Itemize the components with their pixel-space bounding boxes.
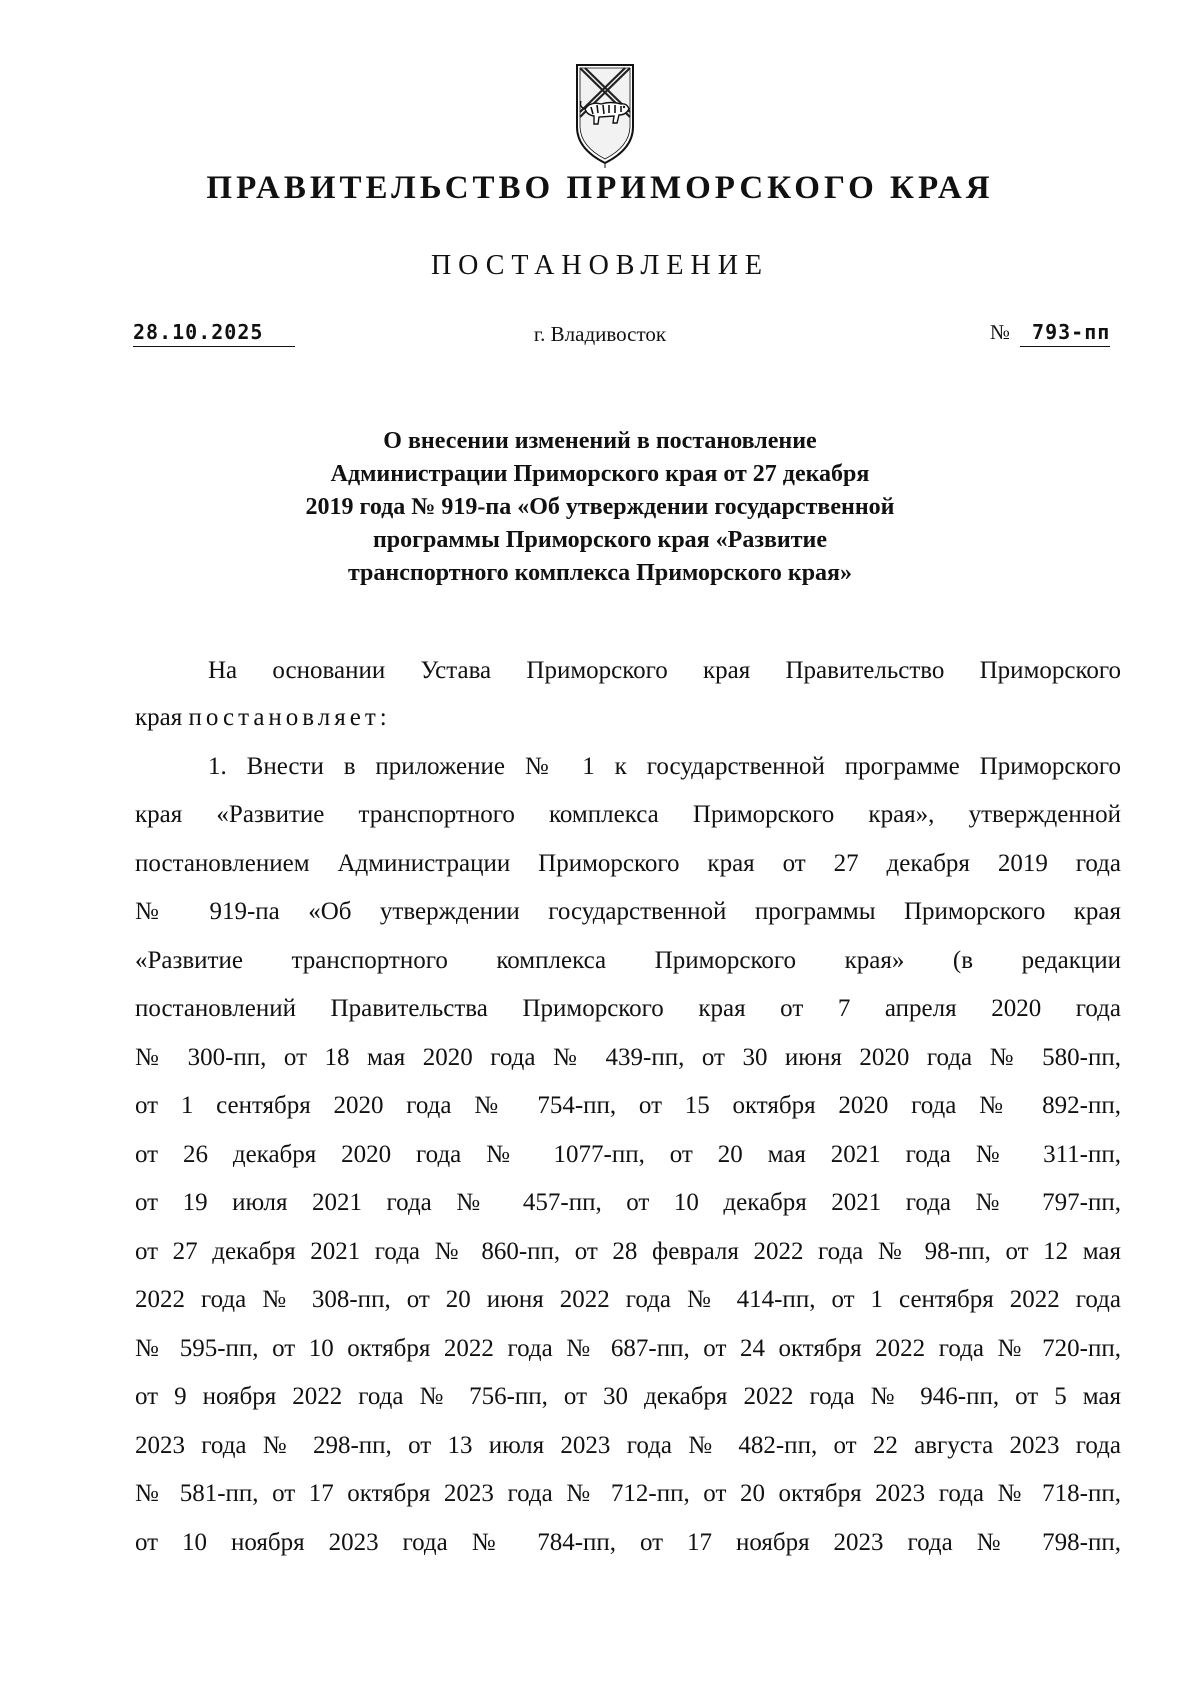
body-line: от 27 декабря 2021 года № 860-пп, от 28 февраля 2022 года № 98-пп, от 12 мая <box>135 1238 1121 1265</box>
subject-line: О внесении изменений в постановление <box>383 428 817 454</box>
number-sign: № <box>990 320 1011 344</box>
body-line: № 595-пп, от 10 октября 2022 года № 687-пп, от 24 октября 2022 года № 720-пп, <box>135 1335 1121 1362</box>
body-line: № 581-пп, от 17 октября 2023 года № 712-пп, от 20 октября 2023 года № 718-пп, <box>135 1480 1121 1507</box>
organization-title: ПРАВИТЕЛЬСТВО ПРИМОРСКОГО КРАЯ <box>206 170 994 206</box>
subject-line: транспортного комплекса Приморского края» <box>347 560 853 586</box>
body-line: постановлений Правительства Приморского края от 7 апреля 2020 года <box>135 995 1121 1022</box>
body-text: края <box>135 704 189 731</box>
body-line: от 26 декабря 2020 года № 1077-пп, от 20 мая 2021 года № 311-пп, <box>135 1141 1121 1168</box>
body-line: 2022 года № 308-пп, от 20 июня 2022 года № 414-пп, от 1 сентября 2022 года <box>135 1286 1121 1313</box>
body-line: № 919-па «Об утверждении государственной программы Приморского края <box>135 898 1121 925</box>
body-line: от 1 сентября 2020 года № 754-пп, от 15 октября 2020 года № 892-пп, <box>135 1092 1121 1119</box>
body-line: № 300-пп, от 18 мая 2020 года № 439-пп, от 30 июня 2020 года № 580-пп, <box>135 1044 1121 1071</box>
body-line: 1. Внести в приложение № 1 к государственной программе Приморского <box>208 753 1121 780</box>
body-text-spaced: постановляет: <box>188 704 391 731</box>
body-line: края «Развитие транспортного комплекса Приморского края», утвержденной <box>135 801 1121 828</box>
document-city: г. Владивосток <box>533 322 667 346</box>
body-line: 2023 года № 298-пп, от 13 июля 2023 года № 482-пп, от 22 августа 2023 года <box>135 1432 1121 1459</box>
subject-line: Администрации Приморского края от 27 декабря <box>330 461 870 487</box>
body-line: от 9 ноября 2022 года № 756-пп, от 30 декабря 2022 года № 946-пп, от 5 мая <box>135 1383 1121 1410</box>
body-line <box>135 703 1121 733</box>
body-line: от 10 ноября 2023 года № 784-пп, от 17 ноября 2023 года № 798-пп, <box>135 1529 1121 1556</box>
body-line: от 19 июля 2021 года № 457-пп, от 10 декабря 2021 года № 797-пп, <box>135 1189 1121 1216</box>
body-line: «Развитие транспортного комплекса Приморского края» (в редакции <box>135 947 1121 974</box>
subject-line: 2019 года № 919-па «Об утверждении государственной <box>305 494 895 520</box>
body-line: постановлением Администрации Приморского края от 27 декабря 2019 года <box>135 850 1121 877</box>
document-number: 793-пп <box>1020 320 1110 347</box>
body-line: На основании Устава Приморского края Правительство Приморского <box>208 657 1121 684</box>
document-type: ПОСТАНОВЛЕНИЕ <box>430 250 770 281</box>
document-date: 28.10.2025 <box>133 320 295 347</box>
subject-line: программы Приморского края «Развитие <box>372 527 828 553</box>
